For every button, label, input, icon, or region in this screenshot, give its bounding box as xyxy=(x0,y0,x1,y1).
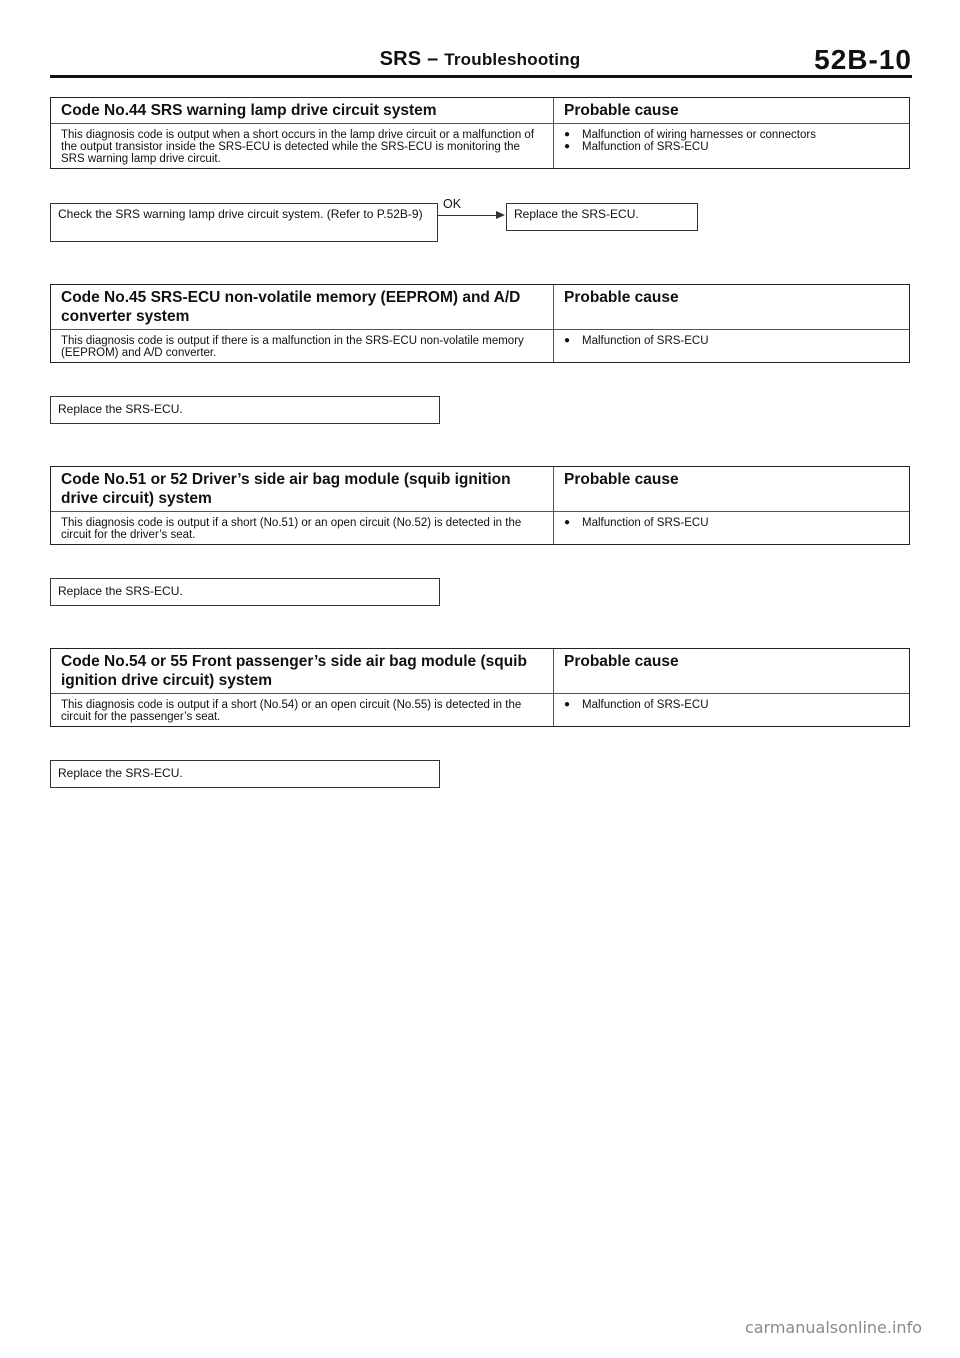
table-body-row xyxy=(51,512,909,544)
bullet-icon: ● xyxy=(564,699,571,710)
table-body-row xyxy=(51,124,909,168)
table-body-row xyxy=(51,694,909,726)
code-description: This diagnosis code is output when a short occurs in the lamp drive circuit or a malfunction of the output transistor inside the SRS-ECU is detected while the SRS-ECU is monitoring the SRS warning lamp drive circuit. xyxy=(51,124,554,168)
code-description: This diagnosis code is output if there is a malfunction in the SRS-ECU non-volatile memory (EEPROM) and A/D converter. xyxy=(51,330,554,362)
code-description: This diagnosis code is output if a short (No.51) or an open circuit (No.52) is detected in the circuit for the driver’s seat. xyxy=(51,512,554,544)
list-item: ● Malfunction of SRS-ECU xyxy=(564,517,709,529)
table-header-row xyxy=(51,98,909,124)
code-description: This diagnosis code is output if a short (No.54) or an open circuit (No.55) is detected in the circuit for the passenger’s seat. xyxy=(51,694,554,726)
watermark-link[interactable]: carmanualsonline.info xyxy=(744,1318,922,1337)
replace-ecu-box: Replace the SRS-ECU. xyxy=(50,396,440,424)
bullet-icon: ● xyxy=(564,517,571,528)
title-dash: – xyxy=(421,48,445,70)
table-body-row xyxy=(51,330,909,362)
table-header-row xyxy=(51,467,909,512)
replace-ecu-box: Replace the SRS-ECU. xyxy=(506,203,698,231)
probable-cause-heading: Probable cause xyxy=(564,289,679,306)
probable-cause-heading: Probable cause xyxy=(564,102,679,119)
title-main: SRS xyxy=(379,48,422,70)
bullet-icon: ● xyxy=(564,335,571,346)
bullet-icon: ● xyxy=(564,129,571,140)
code-title: Code No.44 SRS warning lamp drive circuit system xyxy=(51,98,554,123)
list-item: ● Malfunction of wiring harnesses or connectors xyxy=(564,129,816,141)
code-45-table xyxy=(50,284,910,363)
title-sub: Troubleshooting xyxy=(444,50,581,69)
flow-arrow-line xyxy=(438,215,498,216)
code-title: Code No.51 or 52 Driver’s side air bag module (squib ignition drive circuit) system xyxy=(51,467,554,511)
bullet-icon: ● xyxy=(564,141,571,152)
replace-ecu-box: Replace the SRS-ECU. xyxy=(50,578,440,606)
table-header-row xyxy=(51,649,909,694)
arrow-right-icon xyxy=(496,211,505,219)
cause-list xyxy=(554,124,909,168)
ok-label: OK xyxy=(443,197,462,211)
list-item: ● Malfunction of SRS-ECU xyxy=(564,335,709,347)
cause-list xyxy=(554,512,909,544)
table-header-row xyxy=(51,285,909,330)
list-item: ● Malfunction of SRS-ECU xyxy=(564,699,709,711)
replace-ecu-box: Replace the SRS-ECU. xyxy=(50,760,440,788)
code-54-55-table xyxy=(50,648,910,727)
code-title: Code No.45 SRS-ECU non-volatile memory (EEPROM) and A/D converter system xyxy=(51,285,554,329)
cause-list xyxy=(554,330,909,362)
code-title: Code No.54 or 55 Front passenger’s side air bag module (squib ignition drive circuit) system xyxy=(51,649,554,693)
code-51-52-table xyxy=(50,466,910,545)
cause-list xyxy=(554,694,909,726)
probable-cause-heading: Probable cause xyxy=(564,471,679,488)
header-rule xyxy=(50,75,912,78)
page-number: 52B-10 xyxy=(814,44,912,75)
list-item: ● Malfunction of SRS-ECU xyxy=(564,141,709,153)
probable-cause-heading: Probable cause xyxy=(564,653,679,670)
code-44-table xyxy=(50,97,910,169)
check-step-box: Check the SRS warning lamp drive circuit system. (Refer to P.52B-9) xyxy=(50,203,438,242)
